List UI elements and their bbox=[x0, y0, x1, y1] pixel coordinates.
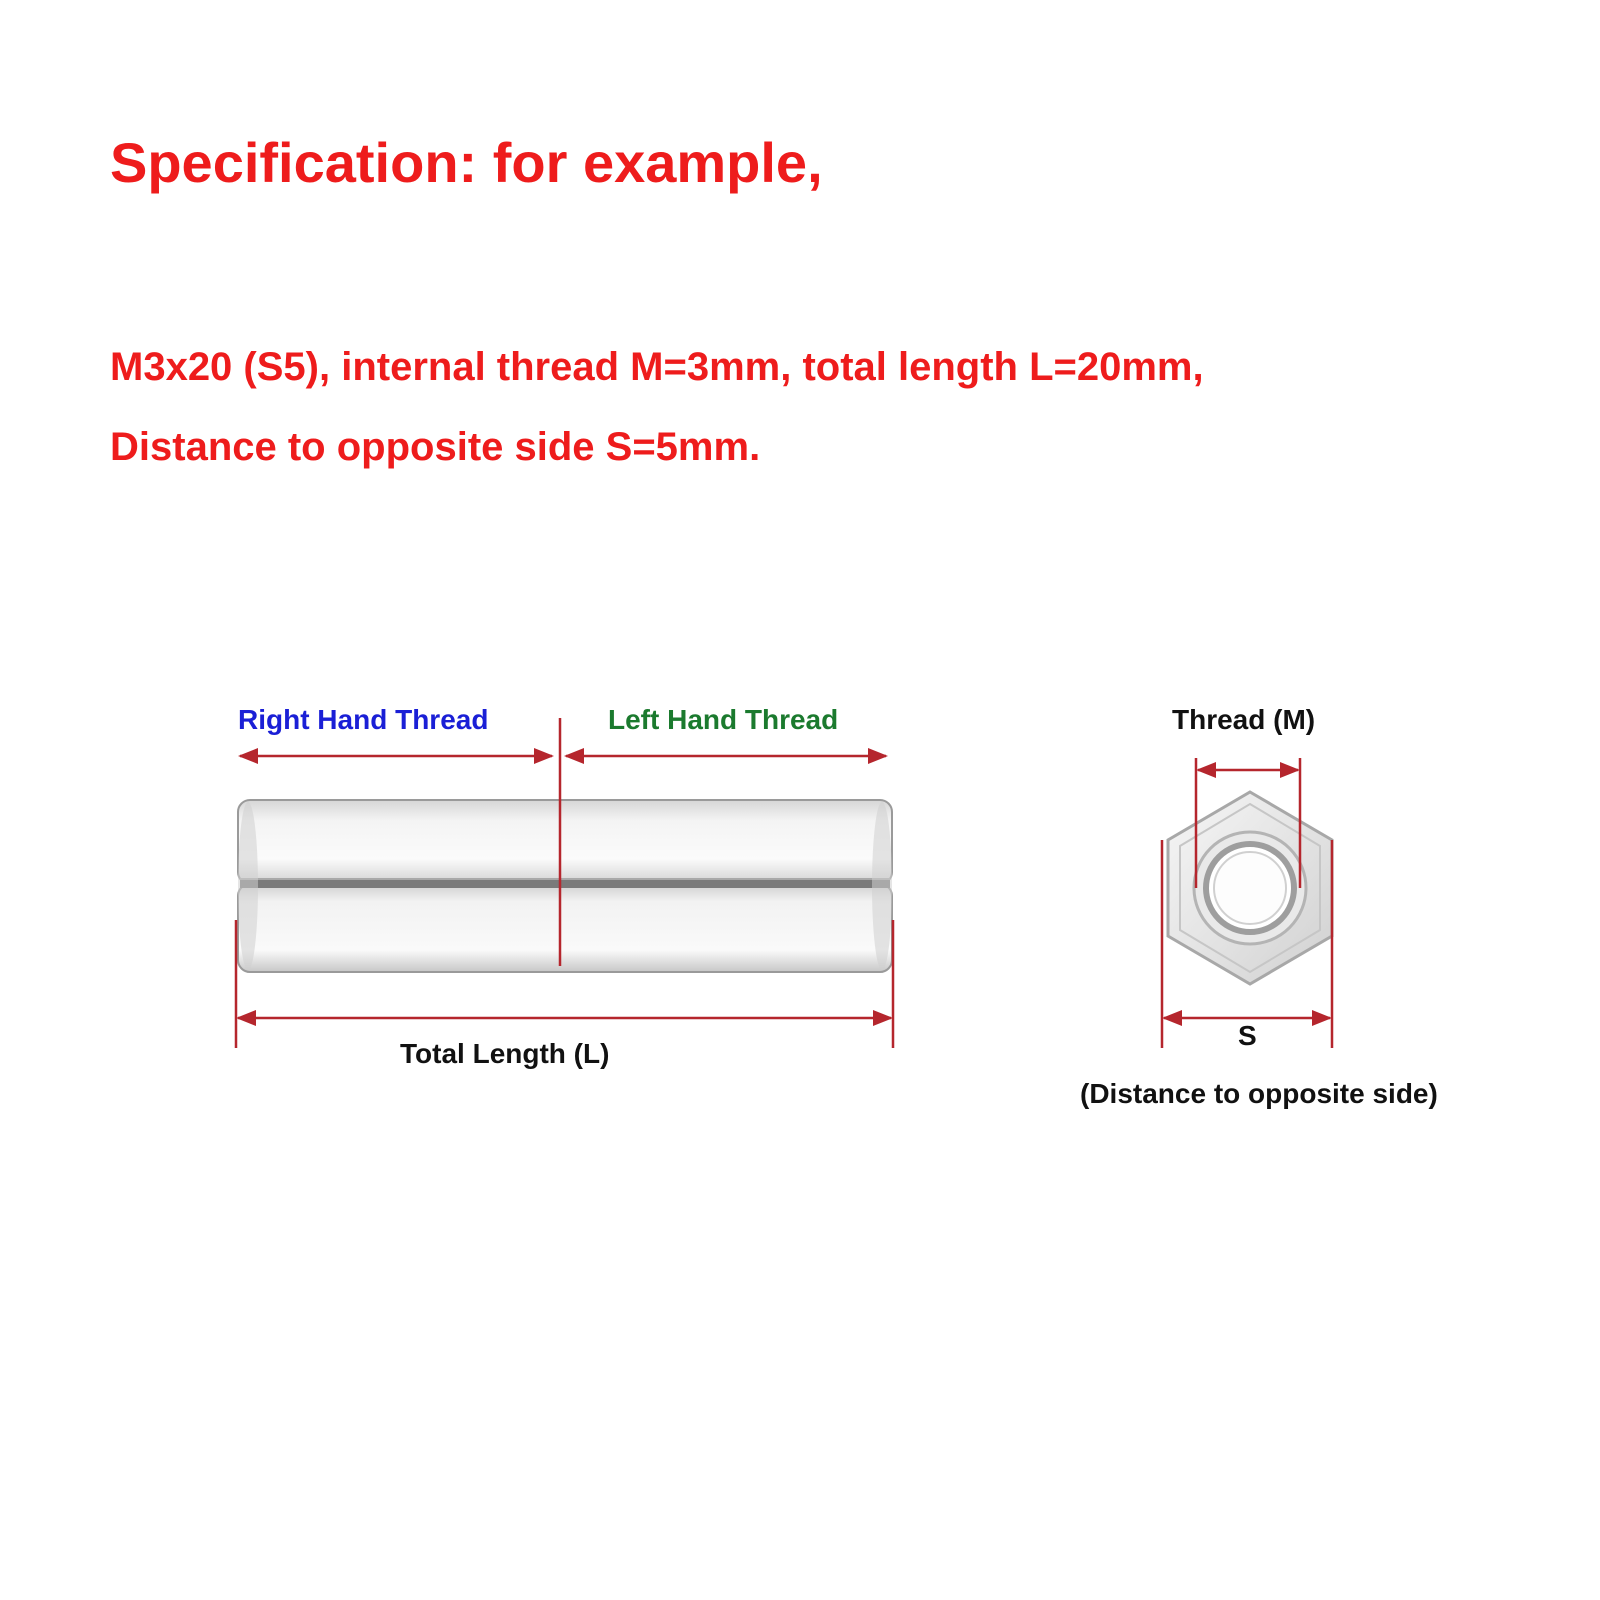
distance-opposite-side-label: (Distance to opposite side) bbox=[1080, 1078, 1438, 1109]
spec-line-2: Distance to opposite side S=5mm. bbox=[110, 425, 761, 469]
hex-nut-end-view bbox=[1168, 792, 1332, 984]
s-label: S bbox=[1238, 1020, 1257, 1051]
spec-heading: Specification: for example, bbox=[110, 131, 823, 194]
spec-line-1: M3x20 (S5), internal thread M=3mm, total length L=20mm, bbox=[110, 345, 1204, 389]
left-hand-thread-label: Left Hand Thread bbox=[608, 704, 839, 735]
total-length-label: Total Length (L) bbox=[400, 1038, 610, 1069]
hex-standoff-side-view bbox=[238, 800, 892, 972]
thread-m-label: Thread (M) bbox=[1172, 704, 1316, 735]
right-hand-thread-label: Right Hand Thread bbox=[238, 704, 489, 735]
